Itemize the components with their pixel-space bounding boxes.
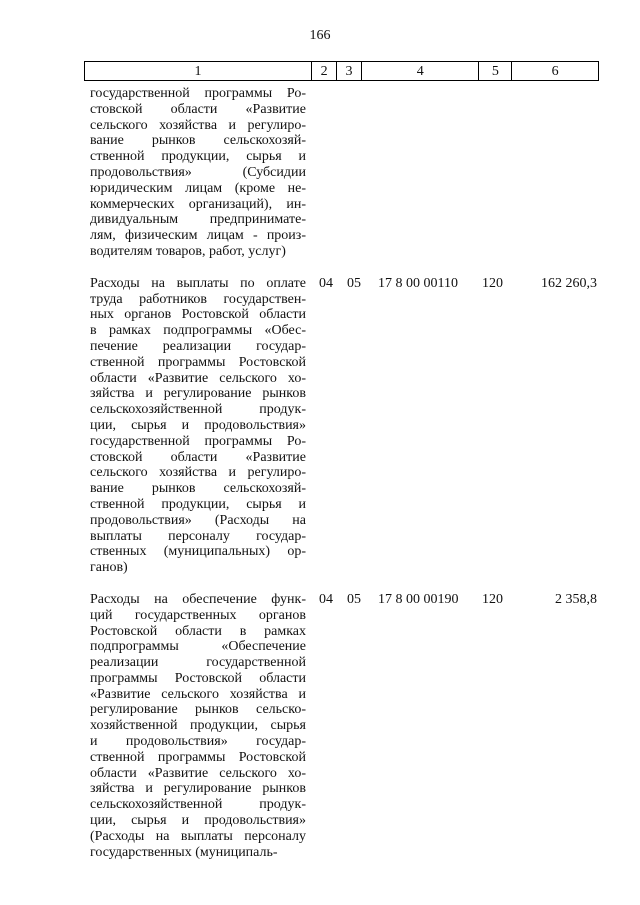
description-line: сельского хозяйства и регулиро- [90,117,306,133]
description-line: Расходы на обеспечение функ- [90,591,306,607]
expense-type-code: 120 [482,591,503,607]
description-line: ственных (муниципальных) ор- [90,544,306,560]
row-description [90,276,306,576]
description-line: ственной продукции, сырья и [90,496,306,512]
description-line: области «Развитие сельского хо- [90,765,306,781]
amount: 2 358,8 [555,591,597,607]
description-line: в рамках подпрограммы «Обес- [90,323,306,339]
description-line: печение реализации государ- [90,338,306,354]
description-line: подпрограммы «Обеспечение [90,639,306,655]
table-header [84,61,599,81]
ministry-code: 04 [319,591,333,607]
column-header-5: 5 [479,62,512,80]
column-header-4: 4 [362,62,480,80]
description-line: ных органов Ростовской области [90,307,306,323]
description-line: вание рынков сельскохозяй- [90,481,306,497]
row-gap [90,576,599,592]
description-line: стовской области «Развитие [90,449,306,465]
table-body [90,86,599,860]
table-row [90,86,599,260]
description-line: программы Ростовской области [90,670,306,686]
description-line: Расходы на выплаты по оплате [90,275,306,291]
description-line: коммерческих организаций), ин- [90,196,306,212]
description-line: вание рынков сельскохозяй- [90,133,306,149]
description-line: продовольствия» (Субсидии [90,164,306,180]
section-code: 05 [347,591,361,607]
table-row [90,276,599,576]
description-line: области «Развитие сельского хо- [90,370,306,386]
description-line: сельского хозяйства и регулиро- [90,465,306,481]
column-header-1: 1 [85,62,312,80]
description-line: сельскохозяйственной продук- [90,797,306,813]
page-number: 166 [309,28,331,43]
description-line: ственной программы Ростовской [90,749,306,765]
column-header-2: 2 [312,62,337,80]
description-line: юридическим лицам (кроме не- [90,180,306,196]
description-line: «Развитие сельского хозяйства и [90,686,306,702]
description-line: стовской области «Развитие [90,101,306,117]
description-line: ственной программы Ростовской [90,354,306,370]
column-header-3: 3 [337,62,362,80]
table-row [90,592,599,861]
description-line: ции, сырья и продовольствия» [90,813,306,829]
description-line: хозяйственной продукции, сырья [90,718,306,734]
description-line: дивидуальным предпринимате- [90,212,306,228]
amount: 162 260,3 [541,275,597,291]
row-gap [90,260,599,276]
description-line: и продовольствия» государ- [90,734,306,750]
description-line: (Расходы на выплаты персоналу [90,828,306,844]
description-line: реализации государственной [90,655,306,671]
description-line: продовольствия» (Расходы на [90,512,306,528]
section-code: 05 [347,275,361,291]
description-line: Ростовской области в рамках [90,623,306,639]
description-line: ганов) [90,560,128,576]
column-header-6: 6 [551,64,559,79]
row-description [90,592,306,861]
target-article-code: 17 8 00 00110 [378,275,458,291]
expense-type-code: 120 [482,275,503,291]
target-article-code: 17 8 00 00190 [378,591,459,607]
description-line: зяйства и регулирование рынков [90,781,306,797]
description-line: лям, физическим лицам - произ- [90,228,306,244]
description-line: государственных (муниципаль- [90,844,278,860]
description-line: государственной программы Ро- [90,433,306,449]
description-line: ственной продукции, сырья и [90,149,306,165]
description-line: сельскохозяйственной продук- [90,402,306,418]
description-line: зяйства и регулирование рынков [90,386,306,402]
description-line: государственной программы Ро- [90,86,306,101]
row-description [90,86,306,260]
ministry-code: 04 [319,275,333,291]
description-line: выплаты персоналу государ- [90,528,306,544]
description-line: ции, сырья и продовольствия» [90,417,306,433]
description-line: ций государственных органов [90,607,306,623]
description-line: водителям товаров, работ, услуг) [90,243,286,259]
description-line: труда работников государствен- [90,291,306,307]
description-line: регулирование рынков сельско- [90,702,306,718]
